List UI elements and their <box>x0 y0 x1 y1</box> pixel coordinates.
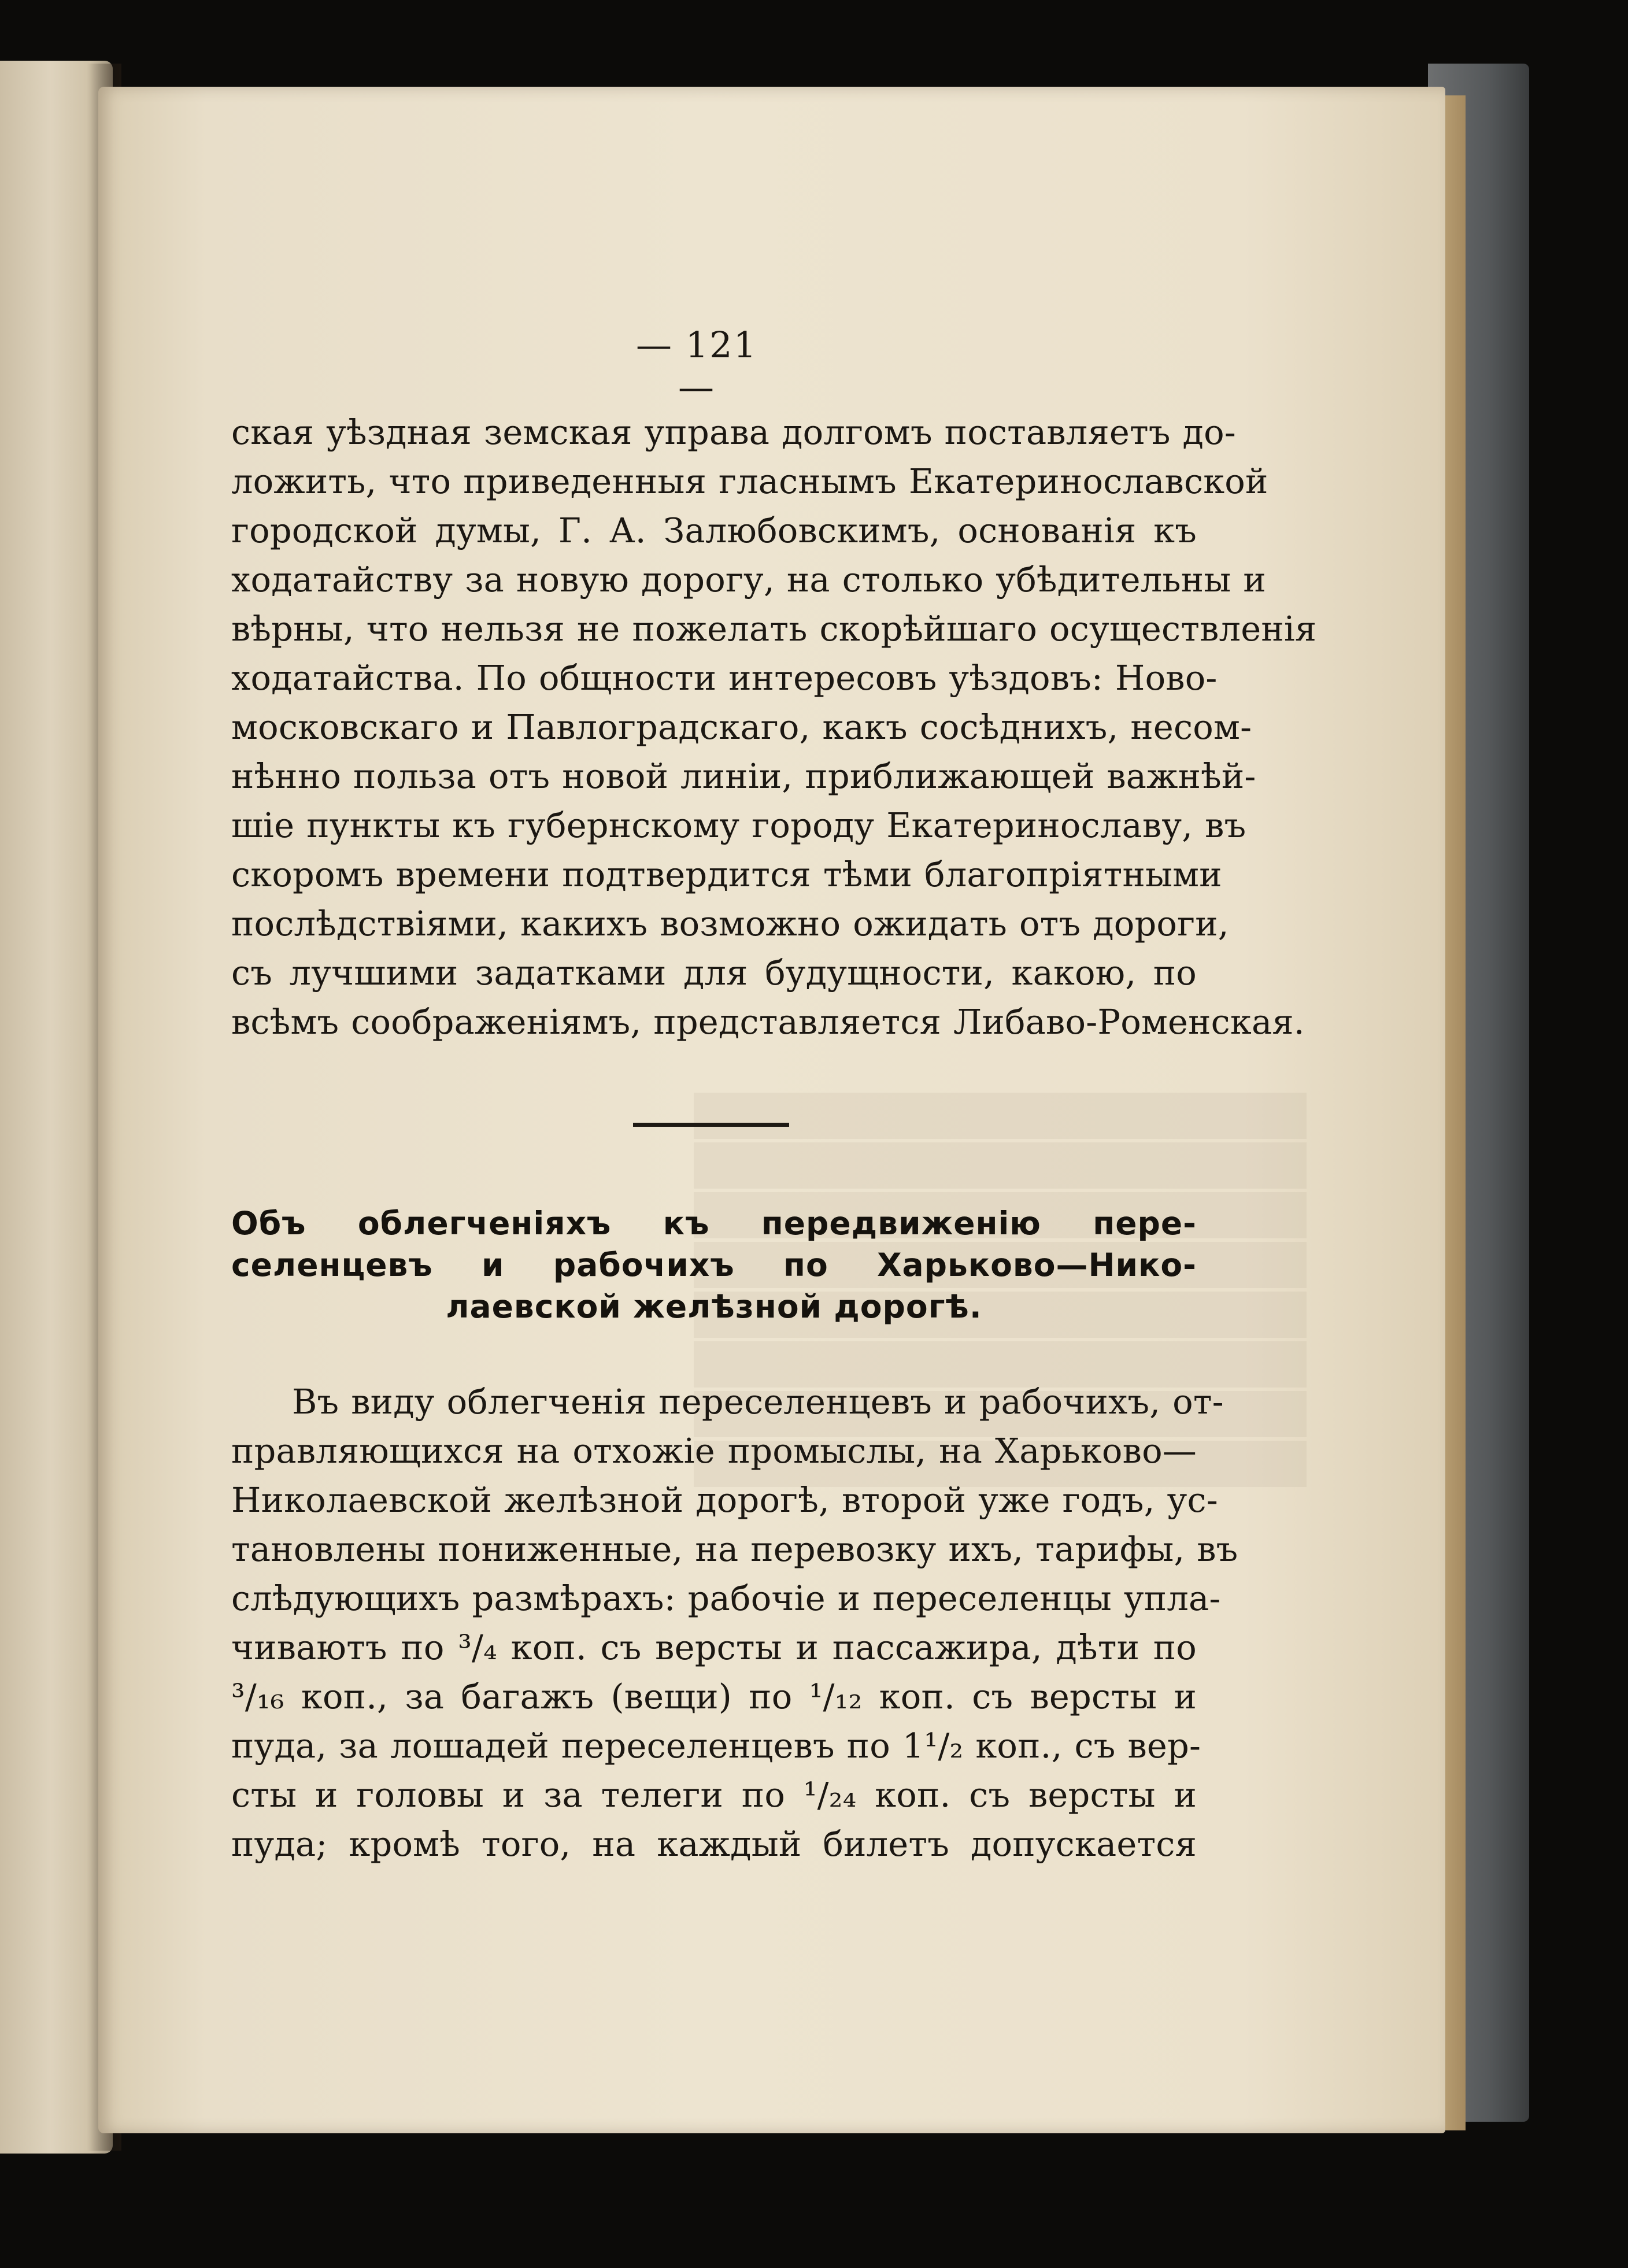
text-line: пуда, за лошадей переселенцевъ по 1¹/₂ коп., съ вер- <box>231 1726 1201 1766</box>
section-divider <box>633 1123 789 1127</box>
page-number: — 121 — <box>635 324 758 408</box>
text-line: чиваютъ по ³/₄ коп. съ версты и пассажира, дѣти по <box>231 1627 1197 1667</box>
text-line: вѣрны, что нельзя не пожелать скорѣйшаго осуществленія <box>231 609 1317 649</box>
text-line: городской думы, Г. А. Залюбовскимъ, основанія къ <box>231 510 1197 550</box>
text-line: ³/₁₆ коп., за багажъ (вещи) по ¹/₁₂ коп. съ версты и <box>231 1677 1197 1716</box>
text-line: нѣнно польза отъ новой линіи, приближающей важнѣй- <box>231 756 1256 796</box>
text-line: тановлены пониженные, на перевозку ихъ, тарифы, въ <box>231 1529 1238 1569</box>
section-heading <box>231 1203 1197 1327</box>
heading-line: лаевской желѣзной дорогѣ. <box>446 1288 982 1325</box>
text-line: пуда; кромѣ того, на каждый билетъ допускается <box>231 1824 1197 1864</box>
text-line: скоромъ времени подтвердится тѣми благопріятными <box>231 854 1222 894</box>
text-line: съ лучшими задатками для будущности, какою, по <box>231 953 1197 993</box>
text-line: слѣдующихъ размѣрахъ: рабочіе и переселенцы упла- <box>231 1578 1221 1618</box>
text-line: ходатайства. По общности интересовъ уѣздовъ: Ново- <box>231 658 1218 698</box>
text-line: московскаго и Павлоградскаго, какъ сосѣднихъ, несом- <box>231 707 1252 747</box>
text-line: правляющихся на отхожіе промыслы, на Харьково— <box>231 1431 1197 1471</box>
heading-line: Объ облегченіяхъ къ передвиженію пере- <box>231 1205 1197 1242</box>
text-line: ская уѣздная земская управа долгомъ поставляетъ до- <box>231 412 1236 452</box>
text-line: Николаевской желѣзной дорогѣ, второй уже годъ, ус- <box>231 1480 1218 1520</box>
text-line: Въ виду облегченія переселенцевъ и рабочихъ, от- <box>292 1382 1224 1422</box>
section-paragraph <box>231 1377 1238 1869</box>
text-line: ложить, что приведенныя гласнымъ Екатеринославской <box>231 461 1268 501</box>
text-line: сты и головы и за телеги по ¹/₂₄ коп. съ версты и <box>231 1775 1197 1815</box>
text-line: шіе пункты къ губернскому городу Екатеринославу, въ <box>231 805 1246 845</box>
text-line: послѣдствіями, какихъ возможно ожидать отъ дороги, <box>231 904 1229 944</box>
heading-line: селенцевъ и рабочихъ по Харьково—Нико- <box>231 1246 1197 1283</box>
paragraph-continued <box>231 408 1317 1046</box>
text-line: всѣмъ соображеніямъ, представляется Либаво-Роменская. <box>231 1002 1305 1042</box>
text-line: ходатайству за новую дорогу, на столько убѣдительны и <box>231 560 1266 600</box>
